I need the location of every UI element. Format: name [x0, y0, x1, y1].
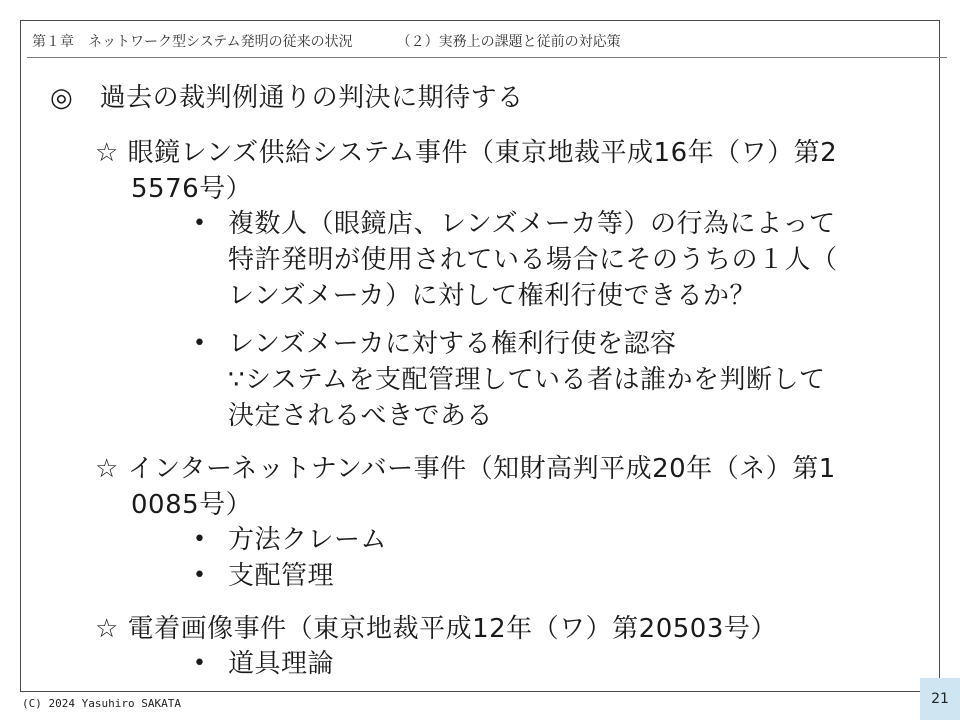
bullet-text: レンズメーカに対する権利行使を認容	[228, 329, 677, 359]
main-heading: ◎ 過去の裁判例通りの判決に期待する	[50, 83, 524, 113]
bullet-marker: •	[193, 527, 206, 552]
case-title: ☆ 電着画像事件（東京地裁平成12年（ワ）第20503号）	[95, 614, 777, 644]
bullet-marker: •	[193, 211, 206, 236]
bullet-text: ∵システムを支配管理している者は誰かを判断して	[228, 365, 826, 395]
bullet-text: 特許発明が使用されている場合にそのうちの１人（	[228, 245, 838, 275]
chapter-title: 第１章 ネットワーク型システム発明の従来の状況	[32, 34, 353, 50]
section-title: （２）実務上の課題と従前の対応策	[396, 34, 621, 50]
case-title-continued: 5576号）	[131, 174, 253, 204]
page-number-badge	[920, 678, 960, 720]
bullet-text: 道具理論	[228, 649, 335, 679]
copyright-footer: (C) 2024 Yasuhiro SAKATA	[22, 697, 181, 710]
bullet-marker: •	[193, 331, 206, 356]
bullet-text: 決定されるべきである	[228, 401, 494, 431]
page-number: 21	[931, 691, 949, 707]
case-title: ☆ インターネットナンバー事件（知財高判平成20年（ネ）第1	[95, 454, 836, 484]
bullet-text: 複数人（眼鏡店、レンズメーカ等）の行為によって	[228, 209, 836, 239]
case-title: ☆ 眼鏡レンズ供給システム事件（東京地裁平成16年（ワ）第2	[95, 138, 838, 168]
bullet-marker: •	[193, 651, 206, 676]
bullet-marker: •	[193, 563, 206, 588]
bullet-text: 方法クレーム	[228, 525, 388, 555]
case-title-continued: 0085号）	[131, 490, 253, 520]
bullet-text: レンズメーカ）に対して権利行使できるか？	[228, 281, 757, 311]
bullet-text: 支配管理	[228, 561, 335, 591]
